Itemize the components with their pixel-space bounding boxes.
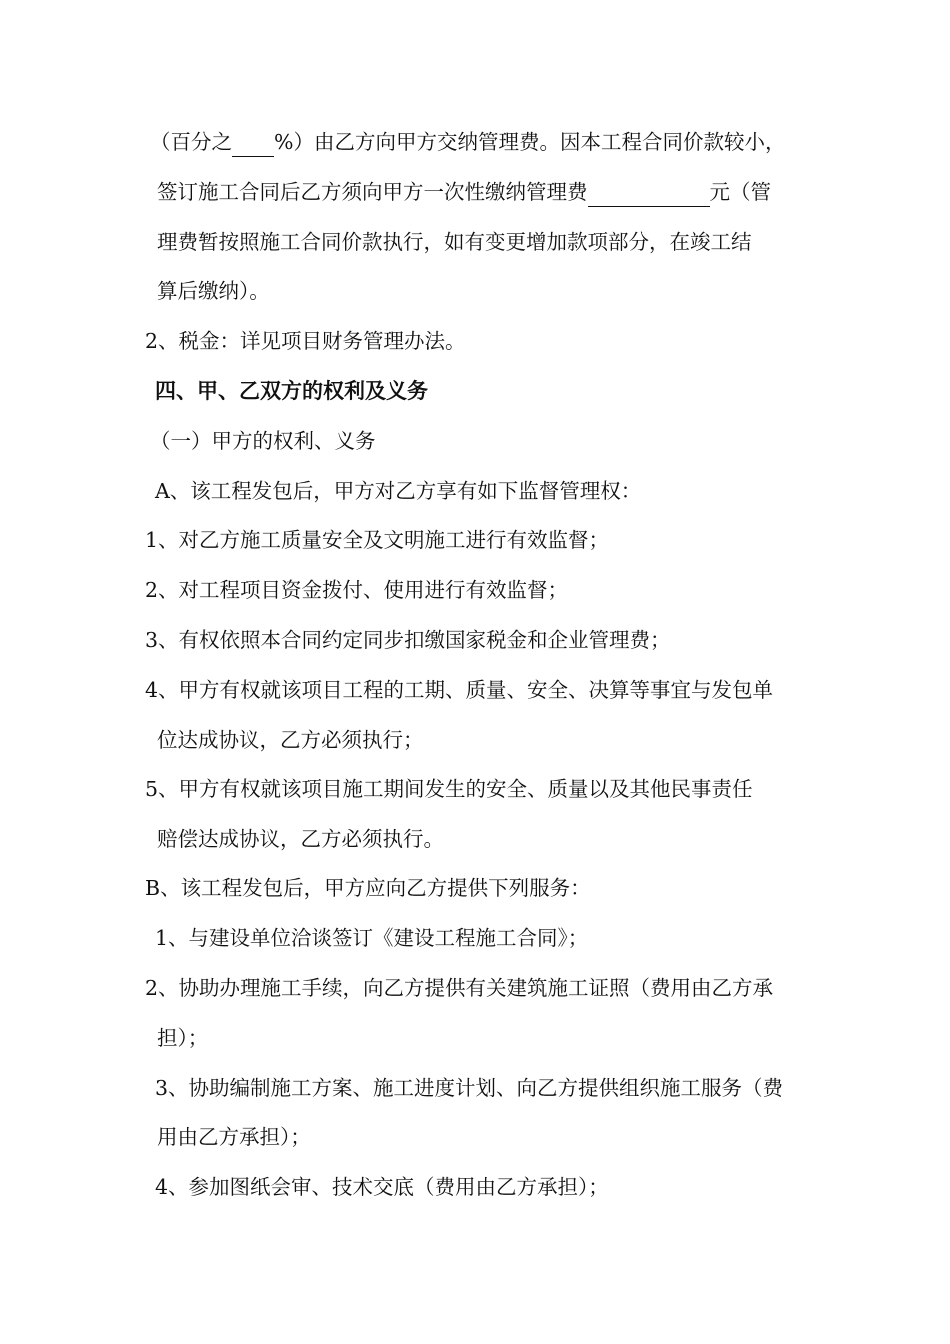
text-segment: 3、协助编制施工方案、施工进度计划、向乙方提供组织施工服务（费 <box>155 1076 784 1100</box>
text-segment: 算后缴纳）。 <box>157 279 270 303</box>
text-segment: 2、协助办理施工手续，向乙方提供有关建筑施工证照（费用由乙方承 <box>145 976 774 1000</box>
text-segment: 2、税金：详见项目财务管理办法。 <box>145 329 466 353</box>
clause-b-item-2 <box>145 973 773 1003</box>
fill-in-blank-fee <box>588 184 710 207</box>
text-segment: 担）； <box>157 1026 209 1050</box>
clause-b-item-4 <box>155 1172 609 1202</box>
text-segment: 5、甲方有权就该项目施工期间发生的安全、质量以及其他民事责任 <box>145 777 753 801</box>
clause-a-intro <box>155 476 641 506</box>
paragraph-line-4 <box>157 276 270 306</box>
subsection-heading-party-a <box>150 426 376 456</box>
paragraph-line-3 <box>157 227 752 257</box>
text-segment: 4、甲方有权就该项目工程的工期、质量、安全、决算等事宜与发包单 <box>145 678 774 702</box>
clause-a-item-1 <box>145 525 609 555</box>
text-segment: 2、对工程项目资金拨付、使用进行有效监督； <box>145 578 569 602</box>
tax-item <box>145 326 466 356</box>
text-segment: A、该工程发包后，甲方对乙方享有如下监督管理权： <box>155 479 642 503</box>
text-segment: 理费暂按照施工合同价款执行，如有变更增加款项部分，在竣工结 <box>157 230 752 254</box>
text-segment: 签订施工合同后乙方须向甲方一次性缴纳管理费 <box>157 180 588 204</box>
text-segment: 赔偿达成协议，乙方必须执行。 <box>157 827 444 851</box>
fill-in-blank-percent <box>232 134 274 157</box>
clause-b-item-2-cont <box>157 1023 208 1053</box>
paragraph-line-2 <box>157 177 771 207</box>
text-segment: （一）甲方的权利、义务 <box>150 429 376 453</box>
text-segment: 用由乙方承担）； <box>157 1125 311 1149</box>
text-segment: 元（管 <box>709 180 771 204</box>
section-heading-rights-obligations <box>155 376 428 406</box>
text-segment: %）由乙方向甲方交纳管理费。因本工程合同价款较小， <box>274 130 786 154</box>
text-segment: 1、与建设单位洽谈签订《建设工程施工合同》； <box>155 926 589 950</box>
clause-b-item-3 <box>155 1073 783 1103</box>
text-segment: 位达成协议，乙方必须执行； <box>157 728 424 752</box>
clause-a-item-4-cont <box>157 725 424 755</box>
text-segment: （百分之 <box>150 130 232 154</box>
paragraph-line-1 <box>150 127 785 157</box>
text-segment: B、该工程发包后，甲方应向乙方提供下列服务： <box>145 876 591 900</box>
clause-a-item-4 <box>145 675 773 705</box>
clause-b-intro <box>145 873 591 903</box>
clause-b-item-1 <box>155 923 588 953</box>
text-segment: 1、对乙方施工质量安全及文明施工进行有效监督； <box>145 528 610 552</box>
clause-a-item-5-cont <box>157 824 444 854</box>
clause-a-item-5 <box>145 774 753 804</box>
clause-a-item-3 <box>145 625 671 655</box>
text-segment: 3、有权依照本合同约定同步扣缴国家税金和企业管理费； <box>145 628 671 652</box>
clause-a-item-2 <box>145 575 568 605</box>
text-segment: 4、参加图纸会审、技术交底（费用由乙方承担）； <box>155 1175 609 1199</box>
heading-text: 四、甲、乙双方的权利及义务 <box>155 378 428 403</box>
clause-b-item-3-cont <box>157 1122 311 1152</box>
